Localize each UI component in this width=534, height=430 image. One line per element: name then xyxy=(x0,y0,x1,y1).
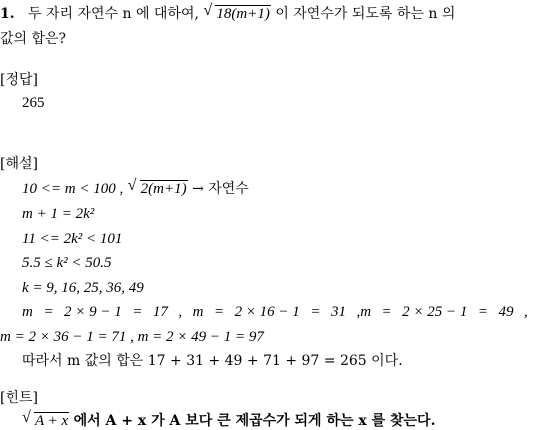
solution-line-6 xyxy=(22,303,528,321)
solution-line-7: m = 2 × 36 − 1 = 71 , m = 2 × 49 − 1 = 97 xyxy=(0,329,264,345)
eq-term: m xyxy=(22,304,33,320)
solution-sqrt-expr: 2(m+1) xyxy=(140,181,187,197)
solution-line-5: k = 9, 16, 25, 36, 49 xyxy=(22,280,144,296)
eq-term: , xyxy=(178,304,183,320)
hint-label: [힌트] xyxy=(0,390,38,406)
problem-sqrt: √ 18(m+1) xyxy=(203,2,270,22)
eq-term: 2 × 9 − 1 xyxy=(63,304,122,320)
hint-line xyxy=(22,409,436,430)
eq-term: 17 xyxy=(152,304,168,320)
solution-line-2: m + 1 = 2k² xyxy=(22,206,95,222)
eq-term: = xyxy=(310,304,321,320)
problem-line-1 xyxy=(0,2,456,23)
problem-line-2 xyxy=(0,30,66,48)
answer-value: 265 xyxy=(22,95,45,111)
solution-line-3: 11 <= 2k² < 101 xyxy=(22,231,123,247)
solution-line-1 xyxy=(22,177,249,198)
solution-line-4: 5.5 ≤ k² < 50.5 xyxy=(22,255,112,271)
eq-term: ,m xyxy=(356,304,372,320)
eq-term: = xyxy=(477,304,489,320)
problem-text-line2: 값의 합은? xyxy=(0,31,67,47)
eq-term: 2 × 25 − 1 xyxy=(402,304,468,320)
answer-label: [정답] xyxy=(0,72,38,88)
solution-line1-a: 10 <= m < 100 , xyxy=(22,181,124,197)
hint-sqrt: √ A + x xyxy=(22,409,69,429)
solution-label: [해설] xyxy=(0,156,38,172)
eq-term: = xyxy=(381,304,392,320)
problem-text-part2: 이 자연수가 되도록 하는 n 의 xyxy=(275,6,456,22)
eq-term: 31 xyxy=(330,304,346,320)
solution-line1-b: → 자연수 xyxy=(192,181,249,197)
eq-term: , xyxy=(524,304,528,320)
eq-term: m xyxy=(192,304,204,320)
hint-sqrt-expr: A + x xyxy=(35,413,69,429)
eq-term: = xyxy=(132,304,143,320)
problem-number: 1. xyxy=(0,6,15,22)
solution-sqrt: √ 2(m+1) xyxy=(127,177,187,197)
eq-term: = xyxy=(213,304,225,320)
problem-text-part1: 두 자리 자연수 n 에 대하여, xyxy=(27,6,199,22)
solution-line-8: 따라서 m 값의 합은 17 + 31 + 49 + 71 + 97 = 265 이다. xyxy=(22,353,403,369)
eq-term: = xyxy=(43,304,54,320)
hint-text: 에서 A + x 가 A 보다 큰 제곱수가 되게 하는 x 를 찾는다. xyxy=(73,413,436,429)
eq-term: 49 xyxy=(498,304,514,320)
problem-sqrt-expr: 18(m+1) xyxy=(216,6,270,22)
eq-term: 2 × 16 − 1 xyxy=(234,304,300,320)
